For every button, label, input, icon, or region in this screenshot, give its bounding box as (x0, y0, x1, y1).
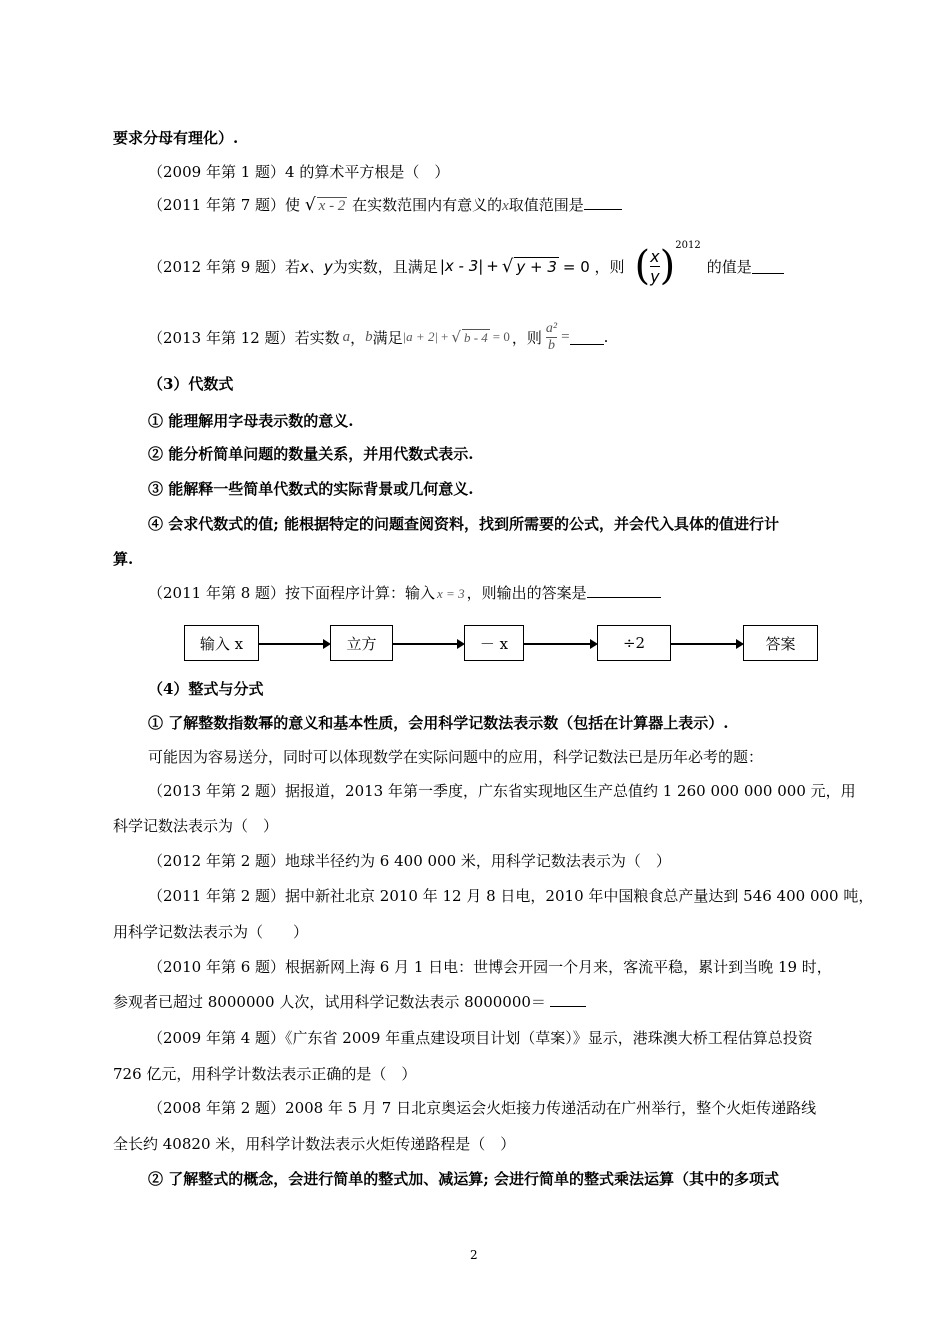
answer-blank (550, 992, 586, 1007)
page-number: 2 (470, 1248, 478, 1262)
math-operator: + (441, 329, 449, 344)
flow-box-answer: 答案 (743, 625, 818, 661)
sqrt-sign: √ (501, 255, 514, 277)
flow-arrow (259, 643, 329, 645)
punctuation: ， (350, 328, 366, 347)
exponent: 2012 (675, 240, 701, 251)
text-line: 要求分母有理化）. (113, 129, 239, 147)
problem-2013-12 (148, 314, 608, 360)
problem-2008-2: （2008 年第 2 题）2008 年 5 月 7 日北京奥运会火炬接力传递活动在广州举行，整个火炬传递路线 (148, 1099, 817, 1117)
objective-item: ② 能分析简单问题的数量关系，并用代数式表示. (148, 445, 474, 463)
problem-continued: 用科学记数法表示为（ ） (113, 923, 309, 941)
problem-text: 为实数，且满足 (332, 257, 438, 276)
objective-item-continued: 算. (113, 550, 134, 568)
flow-arrow (524, 643, 596, 645)
problem-2011-2: （2011 年第 2 题）据中新社北京 2010 年 12 月 8 日电，2010 年中国粮食总产量达到 546 400 000 吨， (148, 887, 874, 905)
math-expression: y + 3 (516, 257, 557, 276)
math-operator: + (486, 257, 499, 275)
problem-text: 参观者已超过 8000000 人次，试用科学记数法表示 8000000＝ (113, 993, 546, 1011)
problem-text: （2011 年第 8 题）按下面程序计算：输入 (148, 584, 436, 602)
objective-item: ③ 能解释一些简单代数式的实际背景或几何意义. (148, 480, 474, 498)
section-heading: （4）整式与分式 (148, 680, 264, 698)
flow-arrow (671, 643, 742, 645)
left-paren: ( (634, 243, 651, 289)
fraction (650, 247, 659, 286)
right-paren: ) (659, 243, 676, 289)
flow-box-subtract: － x (464, 625, 524, 661)
problem-text: 取值范围是 (508, 196, 584, 214)
objective-item: ① 能理解用字母表示数的意义. (148, 412, 354, 430)
flow-box-divide: ÷2 (597, 625, 671, 661)
math-expression: b - 4 (463, 329, 488, 345)
problem-text: ，则输出的答案是 (466, 584, 587, 602)
problem-text: 满足 (372, 328, 403, 347)
problem-2009-1 (148, 161, 449, 182)
math-expression: = 0 (492, 329, 510, 344)
objective-item: ② 了解整式的概念，会进行简单的整式加、减运算; 会进行简单的整式乘法运算（其中的多项式 (148, 1170, 779, 1188)
problem-2009-4: （2009 年第 4 题）《广东省 2009 年重点建设项目计划（草案）》显示，港珠澳大桥工程估算总投资 (148, 1029, 813, 1047)
answer-blank (570, 330, 604, 345)
flow-box-cube: 立方 (330, 625, 393, 661)
problem-2011-7 (148, 194, 622, 215)
math-operator: = (561, 328, 570, 345)
math-variables: x、y (300, 257, 333, 276)
objective-item: ① 了解整数指数幂的意义和基本性质，会用科学记数法表示数（包括在计算器上表示）. (148, 714, 729, 732)
numerator: x (650, 246, 660, 266)
problem-text: 4 的算术平方根是（ ） (285, 163, 450, 181)
math-variable: x (502, 198, 509, 214)
section-heading: （3）代数式 (148, 375, 234, 393)
math-abs-expression: |a + 2| (402, 329, 439, 344)
text-line: 可能因为容易送分，同时可以体现数学在实际问题中的应用，科学记数法已是历年必考的题： (148, 748, 764, 766)
math-expression: = 0 ，则 (562, 257, 625, 276)
answer-blank (752, 259, 784, 274)
numerator: a² (545, 320, 558, 336)
math-expression: x = 3 (437, 586, 465, 601)
math-variable: b (365, 328, 373, 345)
sqrt-sign: √ (451, 328, 461, 346)
problem-continued: 726 亿元，用科学计数法表示正确的是（ ） (113, 1065, 417, 1083)
problem-2010-6: （2010 年第 6 题）根据新网上海 6 月 1 日电：世博会开园一个月来，客流平稳，累计到当晚 19 时， (148, 958, 832, 976)
problem-2012-9 (148, 238, 784, 294)
problem-source: （2009 年第 1 题） (148, 163, 286, 181)
math-abs-expression: |x - 3| (439, 257, 484, 275)
punctuation: . (603, 328, 609, 346)
denominator: b (547, 337, 555, 353)
problem-text: ，则 (511, 328, 542, 347)
math-variable: a (342, 328, 351, 345)
problem-2012-2: （2012 年第 2 题）地球半径约为 6 400 000 米，用科学记数法表示为（ ） (148, 852, 671, 870)
answer-blank (584, 195, 622, 210)
problem-2011-8 (148, 582, 661, 603)
flow-box-input: 输入 x (184, 625, 259, 661)
problem-source: （2011 年第 7 题）使 (148, 196, 301, 214)
math-expression: x - 2 (318, 198, 346, 214)
problem-text: 的值是 (706, 257, 752, 276)
problem-source: （2013 年第 12 题）若实数 (148, 328, 340, 347)
fraction (546, 321, 557, 354)
problem-source: （2012 年第 9 题）若 (148, 257, 301, 276)
denominator: y (650, 266, 660, 286)
objective-item: ④ 会求代数式的值; 能根据特定的问题查阅资料，找到所需要的公式，并会代入具体的值进行计 (148, 515, 779, 533)
answer-blank (587, 583, 661, 598)
problem-continued: 科学记数法表示为（ ） (113, 817, 279, 835)
problem-continued (113, 991, 586, 1012)
flow-arrow (393, 643, 463, 645)
problem-2013-2: （2013 年第 2 题）据报道，2013 年第一季度，广东省实现地区生产总值约 1 260 000 000 000 元，用 (148, 782, 856, 800)
problem-continued: 全长约 40820 米，用科学计数法表示火炬传递路程是（ ） (113, 1135, 516, 1153)
problem-text: 在实数范围内有意义的 (352, 196, 503, 214)
sqrt-sign: √ (304, 195, 316, 215)
